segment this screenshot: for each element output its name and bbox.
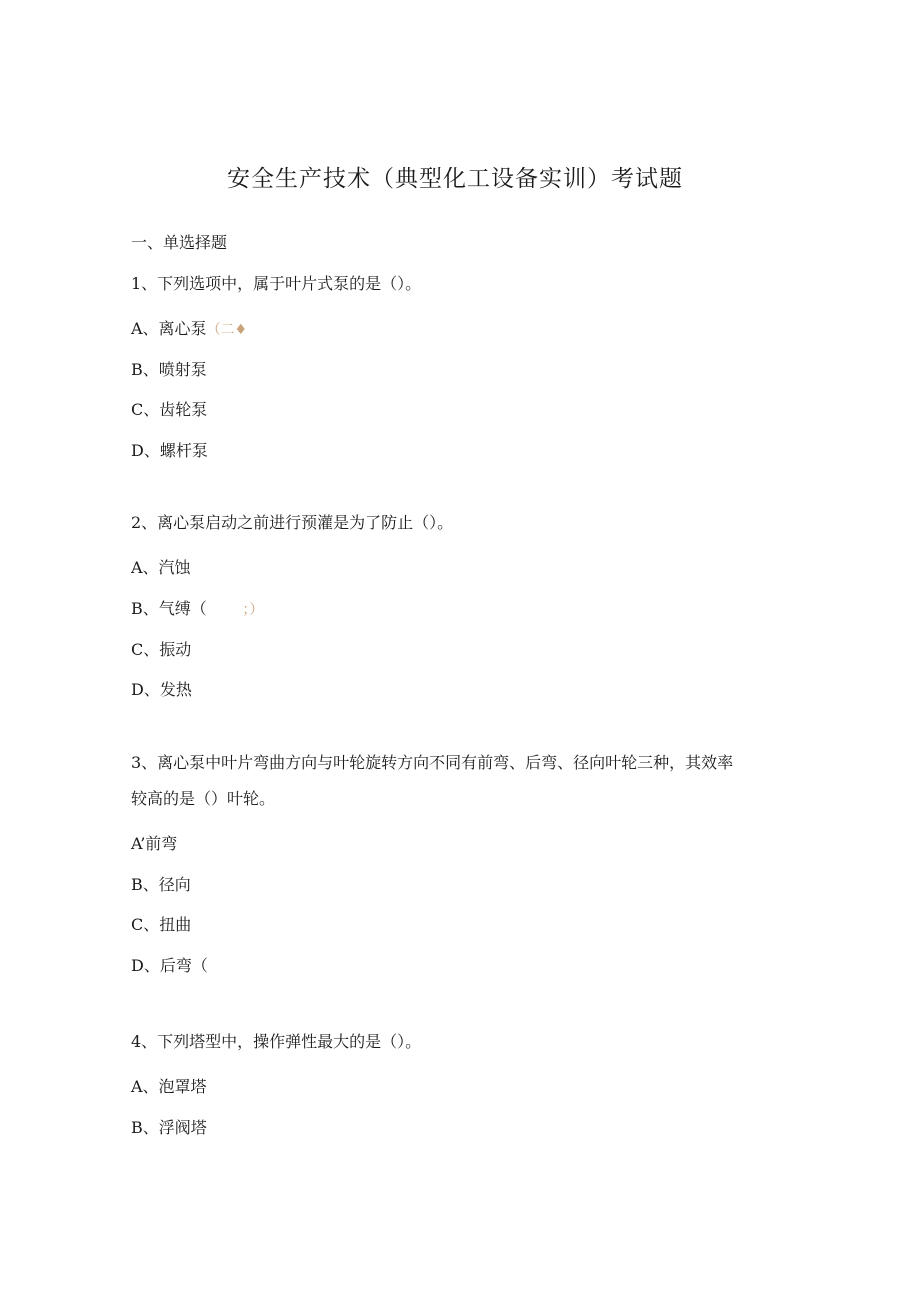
- section-heading: 一、单选择题: [131, 233, 228, 252]
- question-3-stem-line-2: 较高的是（）叶轮。: [131, 789, 276, 808]
- question-4-stem: 4、下列塔型中，操作弹性最大的是（）。: [131, 1032, 422, 1051]
- question-3-option-d: D、后弯（: [131, 956, 208, 975]
- question-4-option-b: B、浮阀塔: [131, 1118, 207, 1137]
- question-2-option-b: [131, 599, 263, 620]
- question-3-option-b: B、径向: [131, 875, 191, 894]
- page-title: 安全生产技术（典型化工设备实训）考试题: [227, 166, 683, 192]
- question-4-option-a: A、泡罩塔: [131, 1077, 207, 1096]
- question-2-stem: 2、离心泵启动之前进行预灌是为了防止（）。: [131, 513, 454, 532]
- scan-mark: ；）: [206, 602, 264, 618]
- question-2-option-a: A、汽蚀: [131, 558, 191, 577]
- question-2-option-c: C、振动: [131, 640, 192, 659]
- scan-mark: （二♦: [206, 322, 248, 338]
- option-text: B、气缚（: [131, 599, 207, 618]
- question-2-option-d: D、发热: [131, 680, 192, 699]
- question-3-stem-line-1: 3、离心泵中叶片弯曲方向与叶轮旋转方向不同有前弯、后弯、径向叶轮三种，其效率: [131, 753, 734, 772]
- option-text: A、离心泵: [131, 319, 207, 338]
- question-3-option-a: A’前弯: [131, 834, 178, 853]
- question-1-option-a: [131, 319, 247, 340]
- question-3-option-c: C、扭曲: [131, 915, 192, 934]
- question-1-option-c: C、齿轮泵: [131, 400, 208, 419]
- question-1-option-d: D、螺杆泵: [131, 441, 208, 460]
- question-1-option-b: B、喷射泵: [131, 360, 207, 379]
- question-1-stem: 1、下列选项中，属于叶片式泵的是（）。: [131, 274, 422, 293]
